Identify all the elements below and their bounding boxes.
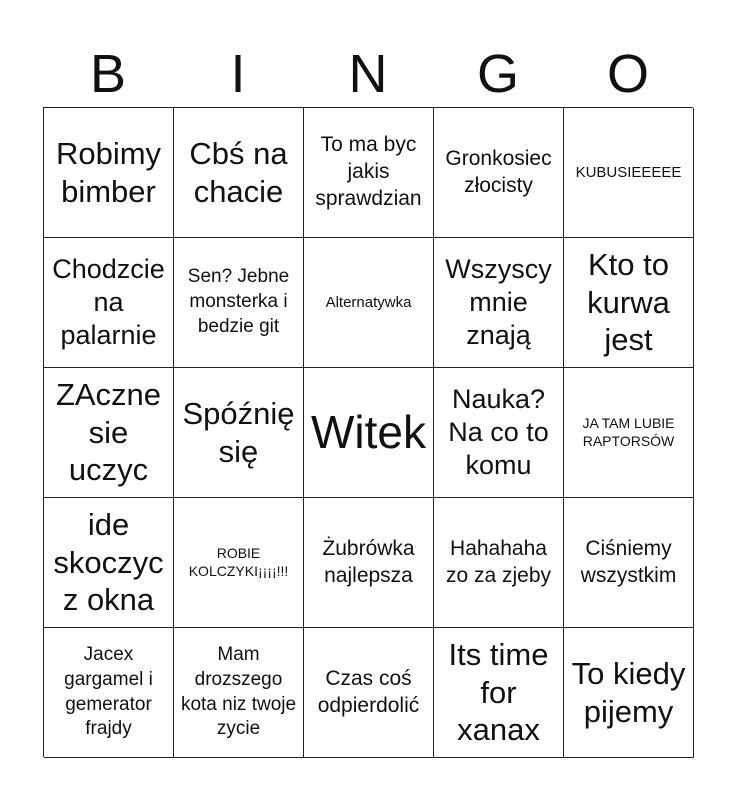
bingo-cell[interactable]: Gronkosiec złocisty — [434, 108, 564, 238]
bingo-cell[interactable]: Robimy bimber — [44, 108, 174, 238]
bingo-header — [43, 40, 693, 108]
bingo-cell[interactable]: Its time for xanax — [434, 628, 564, 758]
bingo-cell[interactable]: To kiedy pijemy — [564, 628, 694, 758]
bingo-cell[interactable]: Alternatywka — [304, 238, 434, 368]
header-letter-o: O — [606, 44, 649, 104]
header-letter-g: G — [476, 44, 519, 104]
bingo-cell[interactable]: Jacex gargamel i gemerator frajdy — [44, 628, 174, 758]
header-letter-i: I — [230, 44, 246, 104]
bingo-cell[interactable]: Ciśniemy wszystkim — [564, 498, 694, 628]
bingo-cell[interactable]: Cbś na chacie — [174, 108, 304, 238]
bingo-cell[interactable]: KUBUSIEEEEE — [564, 108, 694, 238]
bingo-cell[interactable]: Chodzcie na palarnie — [44, 238, 174, 368]
bingo-cell[interactable]: Hahahaha zo za zjeby — [434, 498, 564, 628]
bingo-cell[interactable]: Witek — [304, 368, 434, 498]
bingo-cell[interactable]: JA TAM LUBIE RAPTORSÓW — [564, 368, 694, 498]
header-letter-b: B — [89, 44, 127, 104]
bingo-cell[interactable]: Sen? Jebne monsterka i bedzie git — [174, 238, 304, 368]
bingo-cell[interactable]: Czas coś odpierdolić — [304, 628, 434, 758]
bingo-cell[interactable]: ZAczne sie uczyc — [44, 368, 174, 498]
bingo-cell[interactable]: Mam drozszego kota niz twoje zycie — [174, 628, 304, 758]
bingo-grid — [43, 107, 693, 757]
bingo-cell[interactable]: ROBIE KOLCZYKI¡¡¡¡!!! — [174, 498, 304, 628]
header-letter-n: N — [348, 44, 388, 104]
bingo-cell[interactable]: Spóźnię się — [174, 368, 304, 498]
bingo-cell[interactable]: Nauka? Na co to komu — [434, 368, 564, 498]
bingo-cell[interactable]: To ma byc jakis sprawdzian — [304, 108, 434, 238]
bingo-cell[interactable]: Żubrówka najlepsza — [304, 498, 434, 628]
bingo-cell[interactable]: Wszyscy mnie znają — [434, 238, 564, 368]
bingo-cell[interactable]: ide skoczyc z okna — [44, 498, 174, 628]
bingo-cell[interactable]: Kto to kurwa jest — [564, 238, 694, 368]
